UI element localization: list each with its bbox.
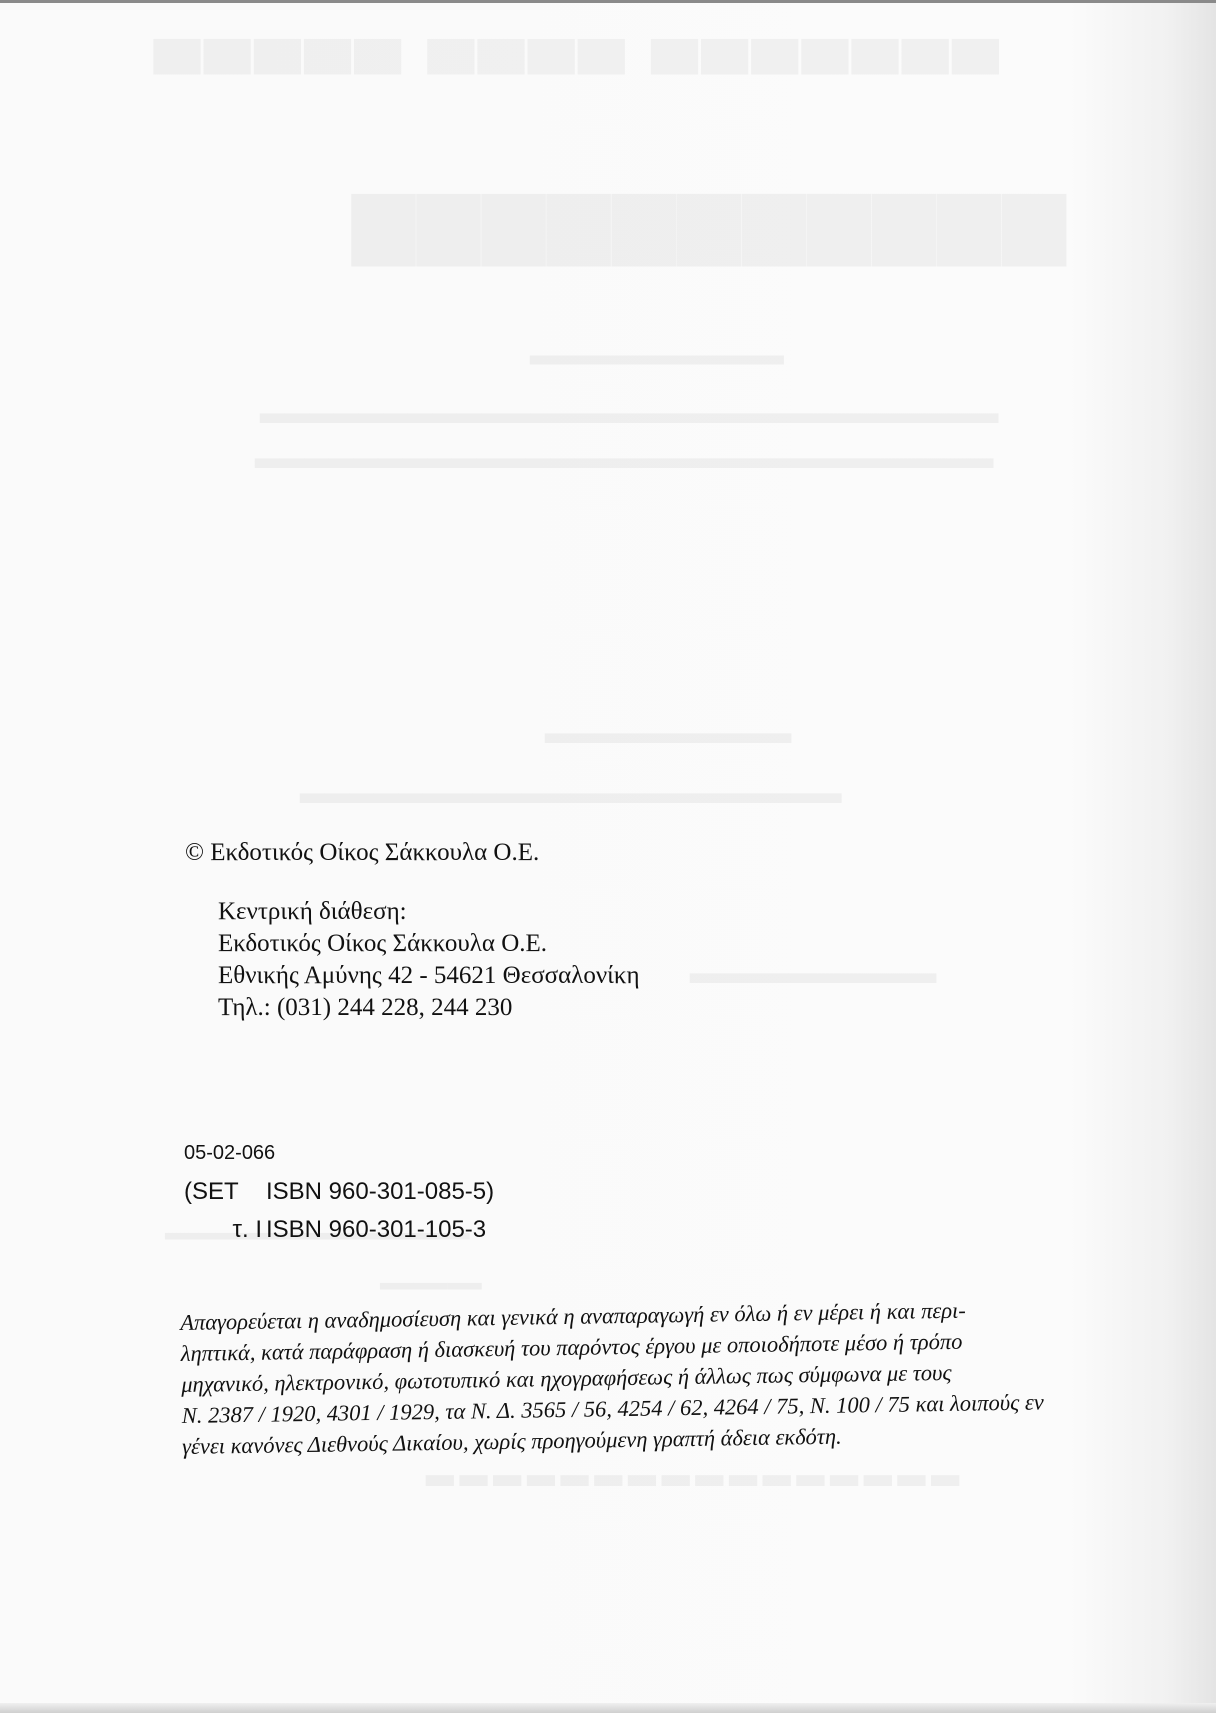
- notice-line: Απαγορεύεται η αναδημοσίευση και γενικά η αναπαραγωγή εν όλω ή εν μέρει ή και περι-: [180, 1297, 966, 1335]
- copyright-notice: [180, 1293, 1062, 1462]
- distribution-block: [218, 896, 640, 1024]
- distribution-phone: Τηλ.: (031) 244 228, 244 230: [218, 994, 513, 1021]
- page-bottom-edge: [0, 1703, 1216, 1713]
- distribution-address: Εθνικής Αμύνης 42 - 54621 Θεσσαλονίκη: [218, 962, 640, 989]
- catalog-code: 05-02-066: [184, 1142, 276, 1164]
- notice-line: γένει κανόνες Διεθνούς Δικαίου, χωρίς προηγούμενη γραπτή άδεια εκδότη.: [181, 1423, 842, 1459]
- show-through-decoration: [260, 385, 998, 423]
- notice-line: Ν. 2387 / 1920, 4301 / 1929, τα Ν. Δ. 3565 / 56, 4254 / 62, 4264 / 75, Ν. 100 / 75 και λοιπούς εν: [181, 1389, 1044, 1428]
- copyright-line: © Εκδοτικός Οίκος Σάκκουλα Ο.Ε.: [185, 839, 540, 866]
- isbn-volume-number: ISBN 960-301-105-3: [266, 1216, 487, 1243]
- isbn-volume-row: [184, 1215, 494, 1253]
- show-through-decoration: [545, 705, 791, 743]
- show-through-decoration: [300, 765, 841, 803]
- show-through-decoration: [380, 1265, 482, 1290]
- distribution-heading: Κεντρική διάθεση:: [218, 898, 407, 925]
- page-top-edge: [0, 0, 1216, 3]
- show-through-decoration: [690, 945, 936, 983]
- isbn-set-number: ISBN 960-301-085-5): [266, 1178, 495, 1205]
- show-through-decoration: [150, 40, 998, 110]
- show-through-decoration: [350, 170, 1066, 266]
- isbn-volume-label: τ. Ι: [232, 1216, 262, 1243]
- distribution-publisher: Εκδοτικός Οίκος Σάκκουλα Ο.Ε.: [218, 930, 548, 957]
- isbn-block: [184, 1139, 494, 1253]
- isbn-set-label: (SET: [184, 1178, 239, 1205]
- show-through-decoration: [530, 330, 784, 365]
- notice-line: μηχανικό, ηλεκτρονικό, φωτοτυπικό και ηχογραφήσεως ή άλλως πως σύμφωνα με τους: [181, 1359, 952, 1397]
- isbn-set-row: [184, 1177, 494, 1215]
- notice-line: ληπτικά, κατά παράφραση ή διασκευή του παρόντος έργου με οποιοδήποτε μέσο ή τρόπο: [180, 1328, 963, 1366]
- show-through-decoration: [255, 430, 993, 468]
